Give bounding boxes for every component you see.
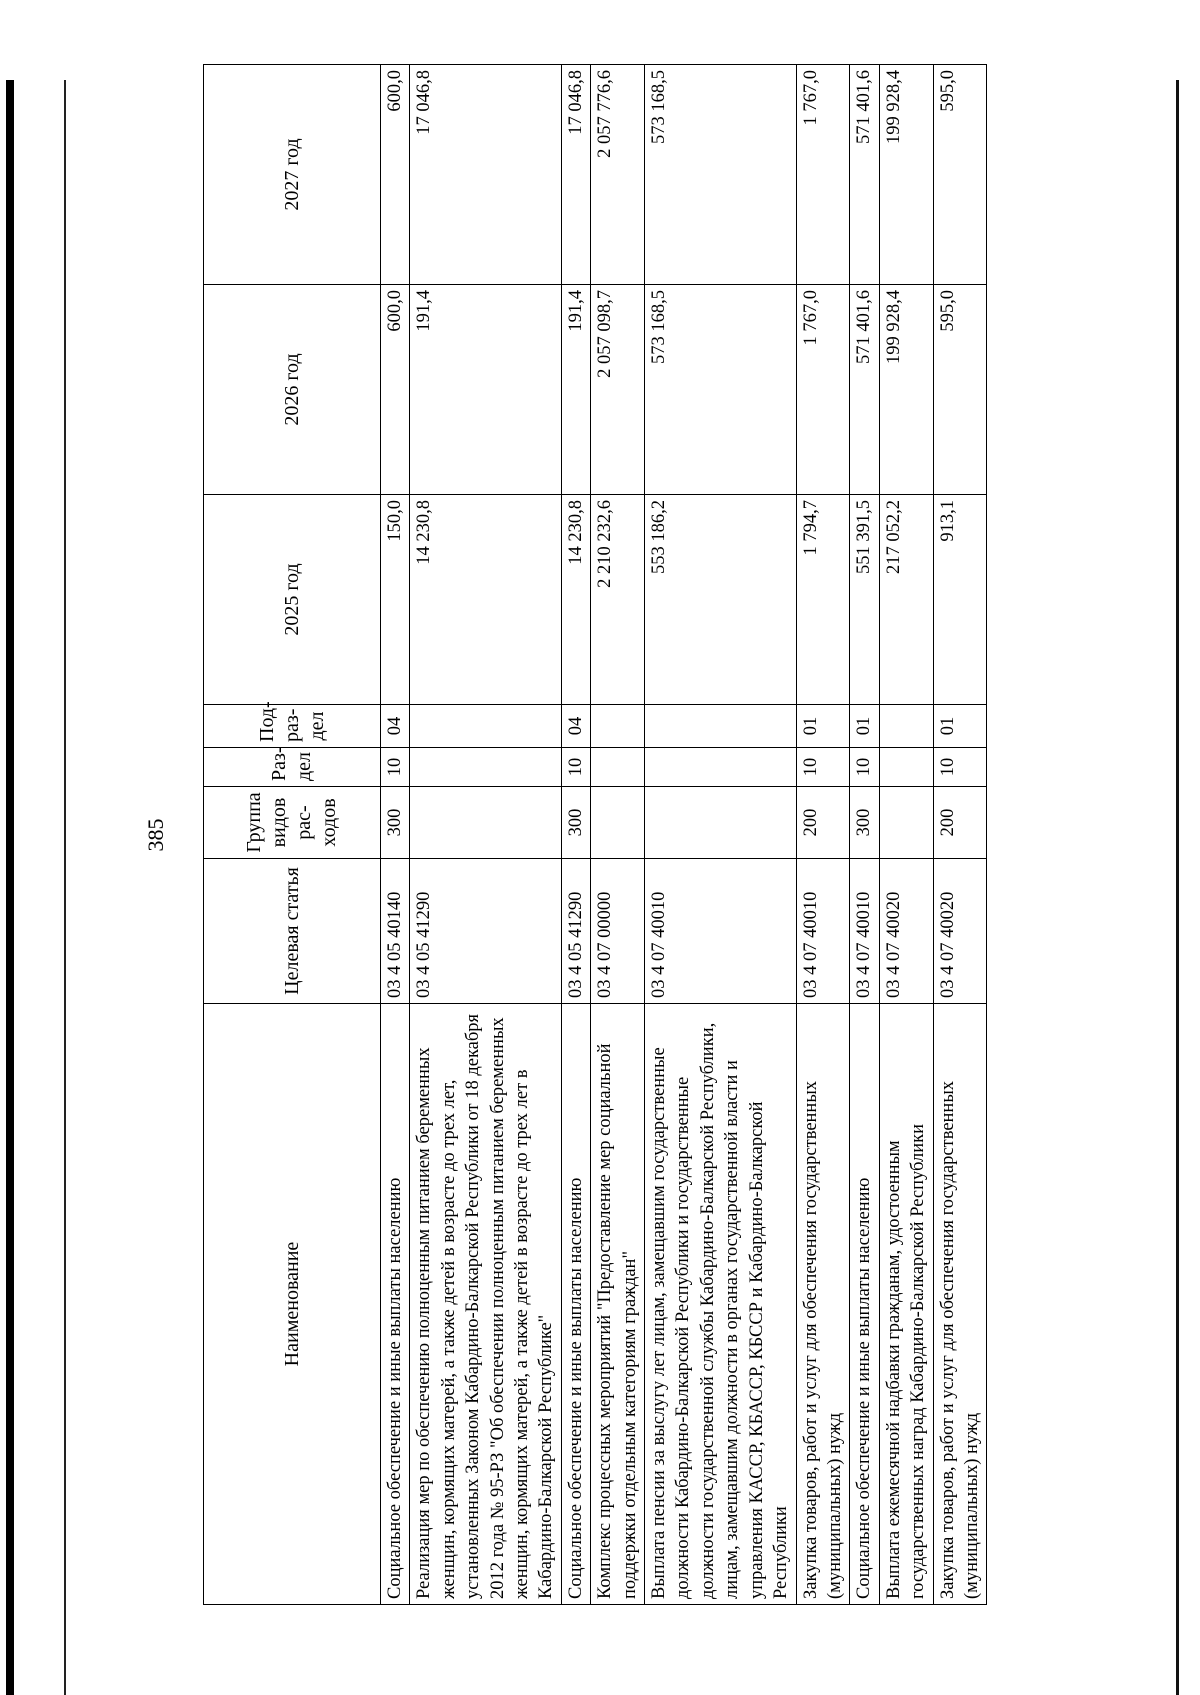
cell-2025: 1 794,7 <box>796 495 850 705</box>
budget-table <box>203 64 987 1605</box>
table-row <box>561 65 590 1605</box>
cell-2027: 17 046,8 <box>410 65 561 285</box>
cell-name: Реализация мер по обеспечению полноценным питанием беременных женщин, кормящих матерей, а также детей в возрасте до трех лет, установленных Законом Кабардино-Балкарской Республики от 18 декабря 2012 года № 95-РЗ "Об обеспечении полноценным питанием беременных женщин, кормящих матерей, а также детей в возрасте до трех лет в Кабардино-Балкарской Республике" <box>410 1004 561 1605</box>
cell-code: 03 4 07 00000 <box>591 859 645 1004</box>
cell-subsection: 01 <box>933 705 987 748</box>
cell-subsection <box>410 705 561 748</box>
cell-2025: 14 230,8 <box>561 495 590 705</box>
cell-group <box>591 787 645 859</box>
cell-2027: 199 928,4 <box>879 65 933 285</box>
cell-section: 10 <box>850 748 879 787</box>
table-row <box>410 65 561 1605</box>
cell-subsection <box>879 705 933 748</box>
cell-code: 03 4 07 40010 <box>850 859 879 1004</box>
cell-name: Социальное обеспечение и иные выплаты населению <box>381 1004 410 1605</box>
scan-edge-line <box>64 80 66 1695</box>
cell-group: 300 <box>381 787 410 859</box>
page-number: 385 <box>143 818 168 852</box>
cell-2027: 600,0 <box>381 65 410 285</box>
cell-2026: 1 767,0 <box>796 285 850 495</box>
cell-section: 10 <box>933 748 987 787</box>
cell-section: 10 <box>561 748 590 787</box>
cell-section <box>645 748 796 787</box>
cell-name: Комплекс процессных мероприятий "Предоставление мер социальной поддержки отдельным категориям граждан" <box>591 1004 645 1605</box>
cell-2026: 2 057 098,7 <box>591 285 645 495</box>
cell-code: 03 4 07 40010 <box>645 859 796 1004</box>
cell-2026: 595,0 <box>933 285 987 495</box>
cell-code: 03 4 05 40140 <box>381 859 410 1004</box>
table-row <box>933 65 987 1605</box>
header-name: Наименование <box>204 1004 381 1605</box>
cell-group: 200 <box>933 787 987 859</box>
cell-section <box>410 748 561 787</box>
cell-2025: 551 391,5 <box>850 495 879 705</box>
table-row <box>381 65 410 1605</box>
cell-2027: 1 767,0 <box>796 65 850 285</box>
cell-group <box>410 787 561 859</box>
cell-2026: 600,0 <box>381 285 410 495</box>
cell-2025: 14 230,8 <box>410 495 561 705</box>
cell-code: 03 4 07 40010 <box>796 859 850 1004</box>
cell-code: 03 4 05 41290 <box>410 859 561 1004</box>
cell-subsection: 04 <box>561 705 590 748</box>
cell-name: Социальное обеспечение и иные выплаты населению <box>850 1004 879 1605</box>
cell-name: Выплата ежемесячной надбавки гражданам, удостоенным государственных наград Кабардино-Балкарской Республики <box>879 1004 933 1605</box>
cell-2026: 199 928,4 <box>879 285 933 495</box>
cell-group <box>879 787 933 859</box>
header-subsection: Под-раз-дел <box>204 705 381 748</box>
cell-section <box>879 748 933 787</box>
cell-2025: 2 210 232,6 <box>591 495 645 705</box>
cell-section <box>591 748 645 787</box>
cell-group: 200 <box>796 787 850 859</box>
cell-2026: 571 401,6 <box>850 285 879 495</box>
header-row <box>204 65 381 1605</box>
table-row <box>850 65 879 1605</box>
cell-subsection: 01 <box>796 705 850 748</box>
cell-code: 03 4 07 40020 <box>933 859 987 1004</box>
cell-name: Выплата пенсии за выслугу лет лицам, замещавшим государственные должности Кабардино-Балкарской Республики и государственные должности государственной службы Кабардино-Балкарской Республики, лицам, замещавшим должности в органах государственной власти и управления КАССР, КБАССР, КБССР и Кабардино-Балкарской Республики <box>645 1004 796 1605</box>
cell-subsection <box>591 705 645 748</box>
scan-edge-right <box>1176 80 1179 1695</box>
header-2027: 2027 год <box>204 65 381 285</box>
cell-group: 300 <box>561 787 590 859</box>
cell-2025: 553 186,2 <box>645 495 796 705</box>
cell-2027: 17 046,8 <box>561 65 590 285</box>
table-row <box>796 65 850 1605</box>
cell-2025: 150,0 <box>381 495 410 705</box>
header-section: Раз-дел <box>204 748 381 787</box>
header-expense-group: Группа видов рас-ходов <box>204 787 381 859</box>
table-row <box>591 65 645 1605</box>
scan-edge-left <box>6 80 14 1695</box>
cell-2025: 217 052,2 <box>879 495 933 705</box>
cell-2026: 191,4 <box>561 285 590 495</box>
cell-subsection: 04 <box>381 705 410 748</box>
cell-section: 10 <box>796 748 850 787</box>
cell-subsection <box>645 705 796 748</box>
cell-name: Социальное обеспечение и иные выплаты населению <box>561 1004 590 1605</box>
rotated-page <box>143 65 1153 1605</box>
cell-subsection: 01 <box>850 705 879 748</box>
cell-section: 10 <box>381 748 410 787</box>
header-2025: 2025 год <box>204 495 381 705</box>
cell-name: Закупка товаров, работ и услуг для обеспечения государственных (муниципальных) нужд <box>796 1004 850 1605</box>
cell-2026: 573 168,5 <box>645 285 796 495</box>
header-2026: 2026 год <box>204 285 381 495</box>
cell-code: 03 4 05 41290 <box>561 859 590 1004</box>
header-target-article: Целевая статья <box>204 859 381 1004</box>
cell-code: 03 4 07 40020 <box>879 859 933 1004</box>
cell-name: Закупка товаров, работ и услуг для обеспечения государственных (муниципальных) нужд <box>933 1004 987 1605</box>
table-row <box>645 65 796 1605</box>
cell-2025: 913,1 <box>933 495 987 705</box>
cell-2026: 191,4 <box>410 285 561 495</box>
cell-2027: 2 057 776,6 <box>591 65 645 285</box>
cell-2027: 571 401,6 <box>850 65 879 285</box>
cell-2027: 573 168,5 <box>645 65 796 285</box>
cell-group: 300 <box>850 787 879 859</box>
cell-group <box>645 787 796 859</box>
cell-2027: 595,0 <box>933 65 987 285</box>
table-row <box>879 65 933 1605</box>
